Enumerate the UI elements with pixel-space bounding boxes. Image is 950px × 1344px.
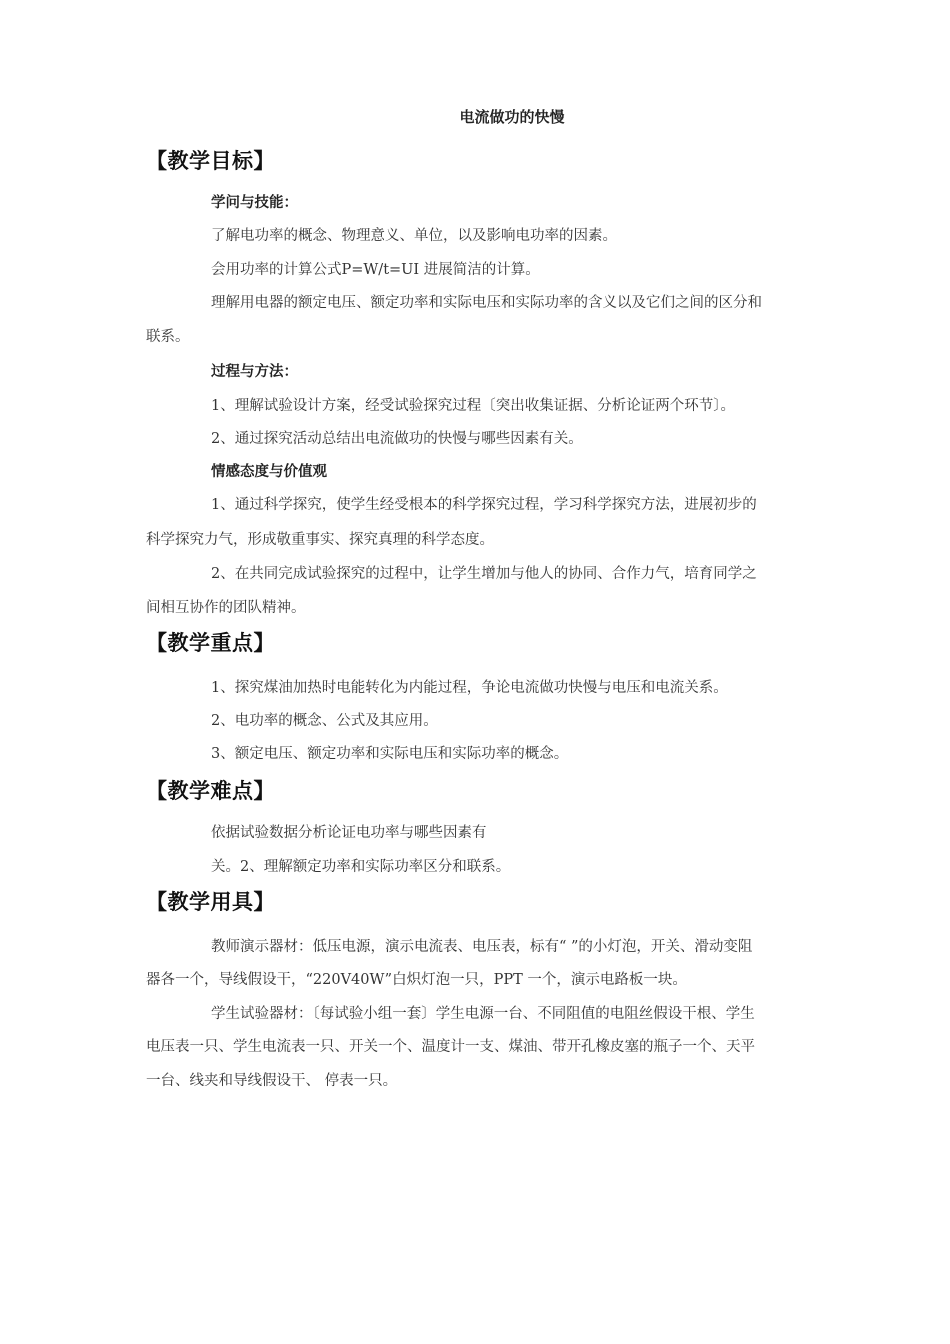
section-heading-tools: 【教学用具】 [146, 890, 275, 914]
paragraph-line: 2、电功率的概念、公式及其应用。 [211, 713, 438, 729]
paragraph-line: 一台、线夹和导线假设干、 停表一只。 [146, 1073, 398, 1089]
paragraph-line: 联系。 [146, 329, 190, 345]
subheading-emotion-values: 情感态度与价值观 [211, 464, 327, 480]
section-heading-objectives: 【教学目标】 [146, 149, 275, 173]
paragraph-line: 1、探究煤油加热时电能转化为内能过程，争论电流做功快慢与电压和电流关系。 [211, 680, 728, 696]
paragraph-line: 器各一个，导线假设干，“220V40W”白炽灯泡一只，PPT 一个，演示电路板一块。 [146, 972, 687, 988]
paragraph-line: 1、理解试验设计方案，经受试验探究过程〔突出收集证据、分析论证两个环节〕。 [211, 398, 735, 414]
paragraph-line: 1、通过科学探究，使学生经受根本的科学探究过程，学习科学探究方法，进展初步的 [211, 497, 757, 513]
paragraph-line: 科学探究力气，形成敬重事实、探究真理的科学态度。 [146, 532, 494, 548]
section-heading-key-points: 【教学重点】 [146, 631, 275, 655]
paragraph-line: 电压表一只、学生电流表一只、开关一个、温度计一支、煤油、带开孔橡皮塞的瓶子一个、天平 [146, 1039, 755, 1055]
paragraph-line: 关。2、理解额定功率和实际功率区分和联系。 [211, 859, 511, 875]
paragraph-line: 学生试验器材：〔每试验小组一套〕学生电源一台、不同阻值的电阻丝假设干根、学生 [211, 1006, 755, 1022]
paragraph-line: 2、在共同完成试验探究的过程中，让学生增加与他人的协同、合作力气，培育同学之 [211, 566, 757, 582]
paragraph-line: 理解用电器的额定电压、额定功率和实际电压和实际功率的含义以及它们之间的区分和 [211, 295, 762, 311]
paragraph-line: 3、额定电压、额定功率和实际电压和实际功率的概念。 [211, 746, 569, 762]
section-heading-difficulties: 【教学难点】 [146, 779, 275, 803]
paragraph-line: 依据试验数据分析论证电功率与哪些因素有 [211, 825, 487, 841]
subheading-process-method: 过程与方法： [211, 364, 298, 380]
paragraph-line: 教师演示器材：低压电源，演示电流表、电压表，标有“ ”的小灯泡，开关、滑动变阻 [211, 939, 753, 955]
paragraph-line: 会用功率的计算公式P=W/t=UI 进展简洁的计算。 [211, 262, 540, 278]
subheading-knowledge-skills: 学问与技能： [211, 195, 298, 211]
paragraph-line: 2、通过探究活动总结出电流做功的快慢与哪些因素有关。 [211, 431, 583, 447]
paragraph-line: 间相互协作的团队精神。 [146, 600, 306, 616]
document-title: 电流做功的快慢 [459, 108, 565, 126]
paragraph-line: 了解电功率的概念、物理意义、单位，以及影响电功率的因素。 [211, 228, 617, 244]
